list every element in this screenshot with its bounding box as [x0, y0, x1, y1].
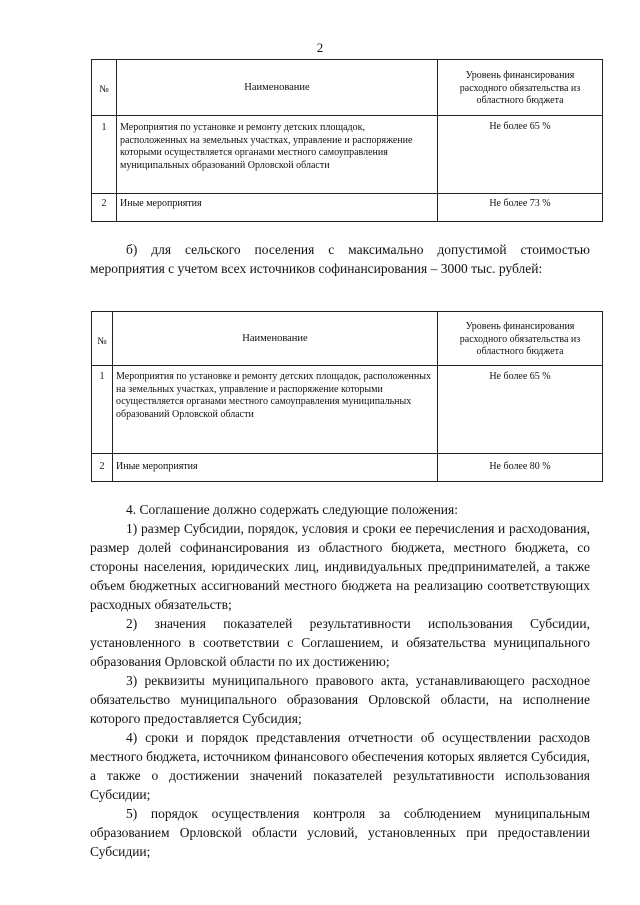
header-name: Наименование — [117, 60, 438, 116]
section-4-item-5: 5) порядок осуществления контроля за соблюдением муниципальным образованием Орловской области условий, установленных при предоставлении Субсидии; — [90, 806, 590, 859]
table-row — [92, 366, 603, 454]
row-num: 2 — [92, 194, 117, 222]
section-4 — [90, 500, 590, 861]
paragraph-b-text: б) для сельского поселения с максимально допустимой стоимостью мероприятия с учетом всех источников софинансирования – 3000 тыс. рублей: — [90, 242, 590, 276]
row-name: Иные мероприятия — [117, 194, 438, 222]
row-name: Иные мероприятия — [113, 454, 438, 482]
row-num: 1 — [92, 366, 113, 454]
section-4-item-1: 1) размер Субсидии, порядок, условия и сроки ее перечисления и расходования, размер долей софинансирования из областного бюджета, местного бюджета, со стороны населения, юридических лиц, индивидуальных предпринимателей, а также объем бюджетных ассигнований местного бюджета на реализацию соответствующих расходных обязательств; — [90, 521, 590, 612]
section-4-item-2: 2) значения показателей результативности использования Субсидии, установленного в соответствии с Соглашением, и обязательства муниципального образования Орловской области по их достижению; — [90, 616, 590, 669]
row-value: Не более 73 % — [438, 194, 603, 222]
header-level: Уровень финансирования расходного обязательства из областного бюджета — [438, 312, 603, 366]
header-level: Уровень финансирования расходного обязательства из областного бюджета — [438, 60, 603, 116]
row-name: Мероприятия по установке и ремонту детских площадок, расположенных на земельных участках, управление и распоряжение которыми осуществляется органами местного самоуправления муниципальных образований Орловской области — [117, 116, 438, 194]
row-name: Мероприятия по установке и ремонту детских площадок, расположенных на земельных участках, управление и распоряжение которыми осуществляется органами местного самоуправления муниципальных образований Орловской области — [113, 366, 438, 454]
table-header-row — [92, 60, 603, 116]
section-4-item-3: 3) реквизиты муниципального правового акта, устанавливающего расходное обязательство муниципального образования Орловской области, на исполнение которого предоставляется Субсидия; — [90, 673, 590, 726]
row-value: Не более 80 % — [438, 454, 603, 482]
table-row — [92, 454, 603, 482]
row-num: 1 — [92, 116, 117, 194]
table-row — [92, 194, 603, 222]
table-header-row — [92, 312, 603, 366]
header-name: Наименование — [113, 312, 438, 366]
financing-table-1 — [91, 59, 603, 222]
header-num: № — [92, 60, 117, 116]
row-value: Не более 65 % — [438, 366, 603, 454]
table-row — [92, 116, 603, 194]
row-value: Не более 65 % — [438, 116, 603, 194]
header-num: № — [92, 312, 113, 366]
page-number: 2 — [316, 40, 324, 55]
section-4-intro: 4. Соглашение должно содержать следующие положения: — [126, 502, 458, 517]
financing-table-2 — [91, 311, 603, 482]
row-num: 2 — [92, 454, 113, 482]
paragraph-b — [90, 240, 590, 278]
section-4-item-4: 4) сроки и порядок представления отчетности об осуществлении расходов местного бюджета, источником финансового обеспечения которых является Субсидия, а также о достижении значений показателей результативности использования Субсидии; — [90, 730, 590, 802]
